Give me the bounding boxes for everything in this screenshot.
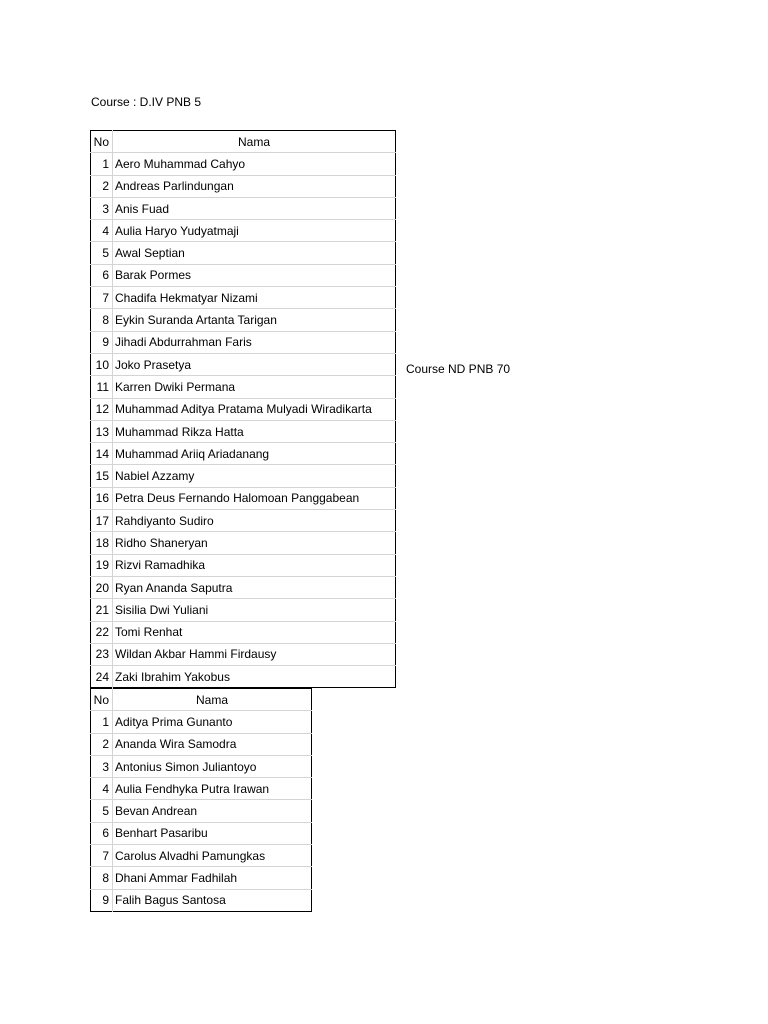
student-name: Wildan Akbar Hammi Firdausy xyxy=(113,643,396,665)
table-row xyxy=(91,576,396,598)
row-number: 14 xyxy=(91,443,113,465)
row-number: 8 xyxy=(91,309,113,331)
table-row xyxy=(91,532,396,554)
table-header-row xyxy=(91,689,312,711)
student-name: Eykin Suranda Artanta Tarigan xyxy=(113,309,396,331)
student-name: Aulia Fendhyka Putra Irawan xyxy=(113,778,312,800)
table-row xyxy=(91,845,312,867)
student-name: Falih Bagus Santosa xyxy=(115,893,226,908)
table-row xyxy=(91,554,396,576)
table-body xyxy=(91,153,396,688)
table-row xyxy=(91,353,396,375)
row-number: 2 xyxy=(91,175,113,197)
column-header-nama: Nama xyxy=(113,689,312,711)
row-number: 5 xyxy=(91,800,113,822)
table-row xyxy=(91,264,396,286)
row-number: 9 xyxy=(91,889,113,911)
row-number: 23 xyxy=(91,643,113,665)
row-number: 21 xyxy=(91,599,113,621)
student-name: Ananda Wira Samodra xyxy=(113,733,312,755)
student-name: Muhammad Aditya Pratama Mulyadi Wiradikarta xyxy=(113,398,396,420)
row-number: 7 xyxy=(91,845,113,867)
row-number: 3 xyxy=(91,755,113,777)
table-row xyxy=(91,643,396,665)
column-header-no: No xyxy=(91,689,113,711)
row-number: 5 xyxy=(91,242,113,264)
row-number: 4 xyxy=(91,778,113,800)
course-d4-pnb5-title: Course : D.IV PNB 5 xyxy=(91,95,202,109)
student-name: Ridho Shaneryan xyxy=(113,532,396,554)
table-row xyxy=(91,800,312,822)
table-row xyxy=(91,465,396,487)
student-name: Jihadi Abdurrahman Faris xyxy=(113,331,396,353)
row-number: 8 xyxy=(91,867,113,889)
row-number: 2 xyxy=(91,733,113,755)
student-name: Anis Fuad xyxy=(113,197,396,219)
student-name: Joko Prasetya xyxy=(113,353,396,375)
row-number: 10 xyxy=(91,353,113,375)
table-row xyxy=(91,398,396,420)
row-number: 3 xyxy=(91,197,113,219)
table-header-row xyxy=(91,131,396,153)
student-name: Petra Deus Fernando Halomoan Panggabean xyxy=(113,487,396,509)
table-row xyxy=(91,778,312,800)
student-name: Muhammad Ariiq Ariadanang xyxy=(113,443,396,465)
student-name: Ryan Ananda Saputra xyxy=(113,576,396,598)
table-row xyxy=(91,755,312,777)
table-row xyxy=(91,487,396,509)
column-header-no: No xyxy=(91,131,113,153)
row-number: 13 xyxy=(91,420,113,442)
row-number: 6 xyxy=(91,264,113,286)
table-row xyxy=(91,220,396,242)
table-row xyxy=(91,376,396,398)
student-name: Sisilia Dwi Yuliani xyxy=(113,599,396,621)
row-number: 15 xyxy=(91,465,113,487)
table-row xyxy=(91,309,396,331)
student-name: Chadifa Hekmatyar Nizami xyxy=(113,287,396,309)
table-row xyxy=(91,510,396,532)
student-name: Andreas Parlindungan xyxy=(113,175,396,197)
student-name: Nabiel Azzamy xyxy=(113,465,396,487)
row-number: 1 xyxy=(91,711,113,733)
column-header-nama: Nama xyxy=(113,131,396,153)
row-number: 12 xyxy=(91,398,113,420)
table-row xyxy=(91,867,312,889)
table-row xyxy=(91,666,396,688)
row-number: 17 xyxy=(91,510,113,532)
row-number: 7 xyxy=(91,287,113,309)
row-number: 6 xyxy=(91,822,113,844)
table-row xyxy=(91,197,396,219)
table-row xyxy=(91,822,312,844)
student-name: Karren Dwiki Permana xyxy=(113,376,396,398)
table-row xyxy=(91,621,396,643)
course-d4-pnb5-table xyxy=(90,130,396,688)
table-row xyxy=(91,889,312,911)
student-name: Muhammad Rikza Hatta xyxy=(113,420,396,442)
row-number: 16 xyxy=(91,487,113,509)
table-row xyxy=(91,443,396,465)
table-row xyxy=(91,175,396,197)
row-number: 19 xyxy=(91,554,113,576)
row-number: 4 xyxy=(91,220,113,242)
student-name: Rahdiyanto Sudiro xyxy=(113,510,396,532)
student-name: Barak Pormes xyxy=(113,264,396,286)
student-name: Carolus Alvadhi Pamungkas xyxy=(113,845,312,867)
course-nd-pnb70-title: Course ND PNB 70 xyxy=(406,362,511,376)
student-name: Benhart Pasaribu xyxy=(113,822,312,844)
row-number: 1 xyxy=(91,153,113,175)
table-body xyxy=(91,711,312,912)
student-name: Dhani Ammar Fadhilah xyxy=(113,867,312,889)
table-row xyxy=(91,287,396,309)
student-name: Aulia Haryo Yudyatmaji xyxy=(113,220,396,242)
table-row xyxy=(91,733,312,755)
student-name: Rizvi Ramadhika xyxy=(113,554,396,576)
student-name: Zaki Ibrahim Yakobus xyxy=(115,669,230,684)
student-name: Aero Muhammad Cahyo xyxy=(113,153,396,175)
student-name: Awal Septian xyxy=(113,242,396,264)
row-number: 18 xyxy=(91,532,113,554)
student-name: Bevan Andrean xyxy=(113,800,312,822)
table-row xyxy=(91,420,396,442)
table-row xyxy=(91,599,396,621)
table-row xyxy=(91,242,396,264)
row-number: 24 xyxy=(91,666,113,688)
row-number: 22 xyxy=(91,621,113,643)
row-number: 20 xyxy=(91,576,113,598)
student-name: Aditya Prima Gunanto xyxy=(113,711,312,733)
table-row xyxy=(91,153,396,175)
course-nd-pnb70-table xyxy=(90,688,312,912)
row-number: 9 xyxy=(91,331,113,353)
row-number: 11 xyxy=(91,376,113,398)
table-row xyxy=(91,331,396,353)
student-name: Antonius Simon Juliantoyo xyxy=(113,755,312,777)
table-row xyxy=(91,711,312,733)
student-name: Tomi Renhat xyxy=(113,621,396,643)
